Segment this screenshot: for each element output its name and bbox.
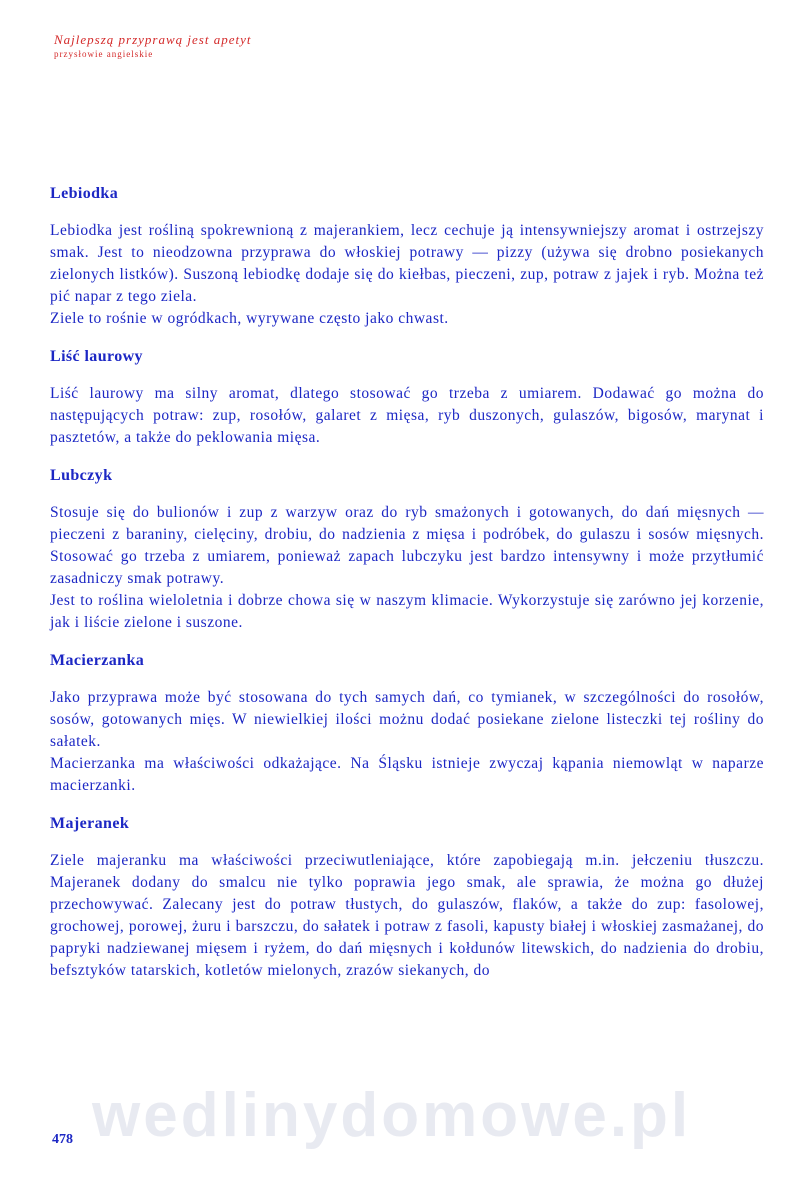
page-number: 478 [52,1132,73,1147]
page-content [50,184,764,999]
paragraph: Ziele majeranku ma właściwości przeciwutleniające, które zapobiegają m.in. jełczeniu tłuszczu. Majeranek dodany do smalcu nie tylko poprawia jego smak, ale sprawia, że można go dłużej przechowywać. Zalecany jest do potraw tłustych, do gulaszów, flaków, a także do zup: fasolowej, grochowej, porowej, żuru i barszczu, do sałatek i potraw z fasoli, kapusty białej i włoskiej zasmażanej, do papryki nadziewanej mięsem i ryżem, do dań mięsnych i kołdunów litewskich, do nadzienia do drobiu, befsztyków tatarskich, kotletów mielonych, zrazów siekanych, do [50,852,764,979]
section-heading: Liść laurowy [50,348,143,365]
section-majeranek [50,814,764,982]
paragraph: Ziele to rośnie w ogródkach, wyrywane często jako chwast. [50,310,449,327]
paragraph: Jako przyprawa może być stosowana do tych samych dań, co tymianek, w szczególności do rosołów, sosów, gotowanych mięs. W niewielkiej ilości możnu dodać posiekane zielone listeczki tej rośliny do sałatek. [50,689,764,750]
section-lubczyk [50,466,764,634]
paragraph: Stosuje się do bulionów i zup z warzyw oraz do ryb smażonych i gotowanych, do dań mięsnych — pieczeni z baraniny, cielęciny, drobiu, do nadzienia z mięsa i podróbek, do gulaszu i sosów mięsnych. Stosować go trzeba z umiarem, ponieważ zapach lubczyku jest bardzo intensywny i może przytłumić zasadniczy smak potrawy. [50,504,764,587]
section-macierzanka [50,651,764,797]
paragraph: Macierzanka ma właściwości odkażające. Na Śląsku istnieje zwyczaj kąpania niemowląt w naparze macierzanki. [50,755,764,794]
section-heading: Lubczyk [50,467,113,484]
epigraph-quote: Najlepszą przyprawą jest apetyt [54,32,252,47]
epigraph-source: przysłowie angielskie [54,49,154,59]
watermark: wedlinydomowe.pl [92,1081,692,1150]
paragraph: Lebiodka jest rośliną spokrewnioną z majerankiem, lecz cechuje ją intensywniejszy aromat i ostrzejszy smak. Jest to nieodzowna przyprawa do włoskiej potrawy — pizzy (używa się drobno posiekanych zielonych listków). Suszoną lebiodkę dodaje się do kiełbas, pieczeni, zup, potraw z jajek i ryb. Można też pić napar z tego ziela. [50,222,764,305]
epigraph [54,32,251,61]
paragraph: Liść laurowy ma silny aromat, dlatego stosować go trzeba z umiarem. Dodawać go można do następujących potraw: zup, rosołów, galaret z mięsa, ryb duszonych, gulaszów, bigosów, marynat i pasztetów, a także do peklowania mięsa. [50,385,764,446]
section-heading: Majeranek [50,815,130,832]
section-lebiodka [50,184,764,330]
section-lisc-laurowy [50,347,764,449]
paragraph: Jest to roślina wieloletnia i dobrze chowa się w naszym klimacie. Wykorzystuje się zarówno jej korzenie, jak i liście zielone i suszone. [50,592,764,631]
section-heading: Macierzanka [50,652,145,669]
section-heading: Lebiodka [50,185,119,202]
